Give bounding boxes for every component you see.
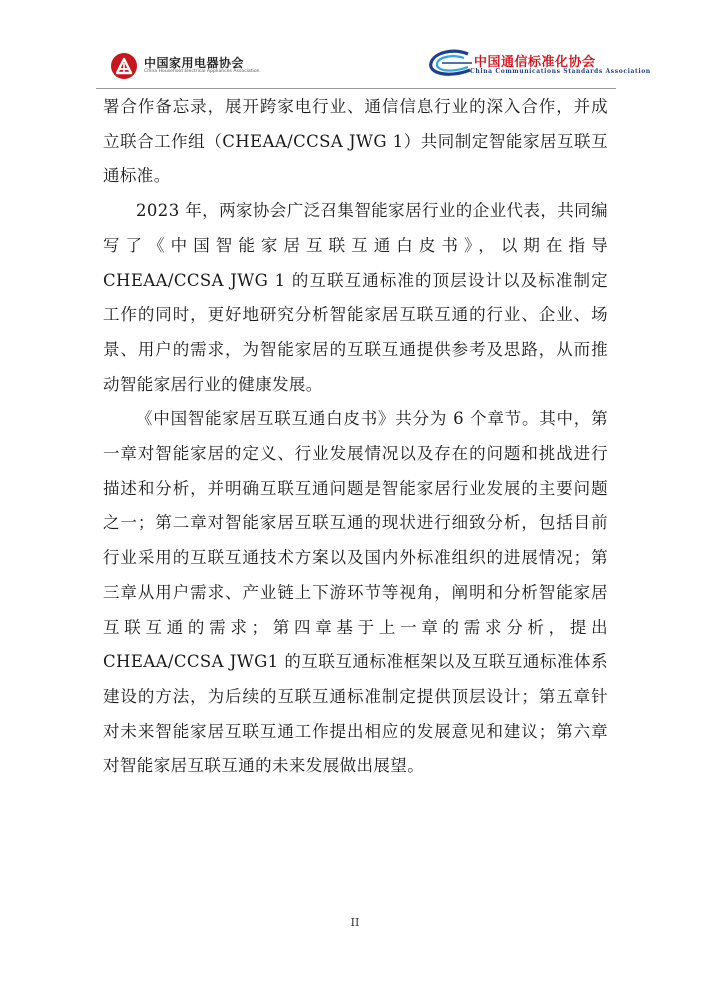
paragraph-whitepaper-intro: 2023 年，两家协会广泛召集智能家居行业的企业代表，共同编写了《中国智能家居互联互通白皮书》，以期在指导 CHEAA/CCSA JWG 1 的互联互通标准的顶层设计以及标准制定工作的同时，更好地研究分析智能家居互联互通的行业、企业、场景、用户的需求，为智能家居的互联互通提供参考及思路，从而推动智能家居行业的健康发展。 (103, 201, 608, 394)
ccsa-logo (428, 48, 651, 82)
header-divider (96, 88, 616, 89)
ccsa-swoosh-icon (428, 48, 474, 78)
ccsa-name-en: China Communications Standards Association (470, 68, 651, 75)
page-header (0, 0, 710, 92)
paragraph-chapter-overview: 《中国智能家居互联互通白皮书》共分为 6 个章节。其中，第一章对智能家居的定义、行业发展情况以及存在的问题和挑战进行描述和分析，并明确互联互通问题是智能家居行业发展的主要问题之一；第二章对智能家居互联互通的现状进行细致分析，包括目前行业采用的互联互通技术方案以及国内外标准组织的进展情况；第三章从用户需求、产业链上下游环节等视角，阐明和分析智能家居互联互通的需求；第四章基于上一章的需求分析，提出 CHEAA/CCSA JWG1 的互联互通标准框架以及互联互通标准体系建设的方法，为后续的互联互通标准制定提供顶层设计；第五章针对未来智能家居互联互通工作提出相应的发展意见和建议；第六章对智能家居互联互通的未来发展做出展望。 (103, 409, 608, 776)
cheaa-emblem-icon (110, 52, 138, 80)
ccsa-name-cn: 中国通信标准化协会 (474, 55, 596, 70)
cheaa-name-cn: 中国家用电器协会 (144, 56, 245, 70)
page-number: II (350, 916, 360, 929)
cheaa-logo (110, 52, 280, 80)
cheaa-name-en: China Household Electrical Appliances Association (144, 69, 260, 74)
paragraph-continued: 署合作备忘录，展开跨家电行业、通信信息行业的深入合作，并成立联合工作组（CHEAA/CCSA JWG 1）共同制定智能家居互联互通标准。 (103, 97, 608, 186)
document-body (103, 90, 608, 784)
